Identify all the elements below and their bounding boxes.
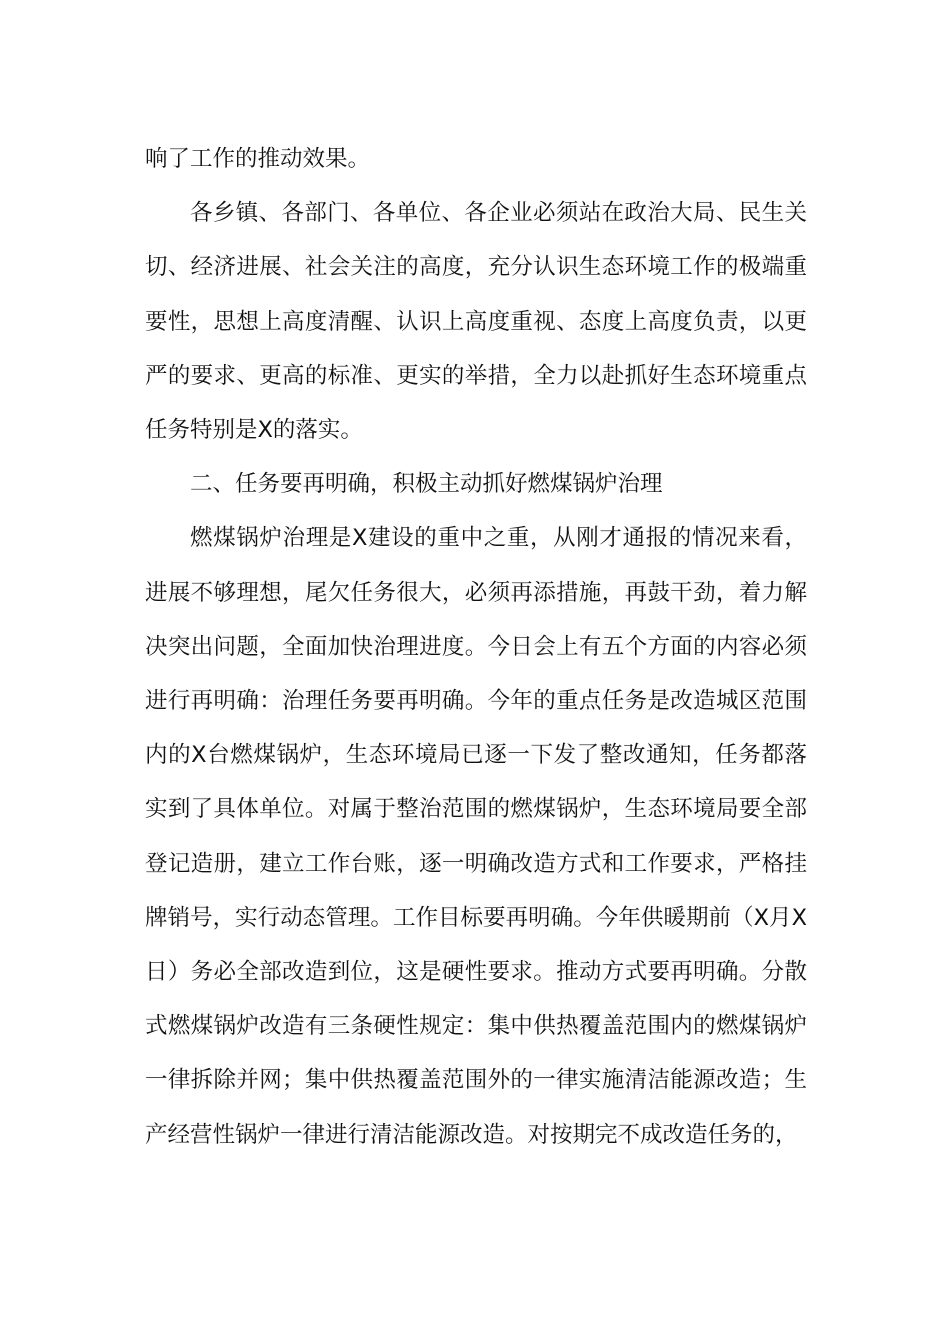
paragraph-importance: 各乡镇、各部门、各单位、各企业必须站在政治大局、民生关切、经济进展、社会关注的高度，充分认识生态环境工作的极端重要性，思想上高度清醒、认识上高度重视、态度上高度负责，以更严的要求、更高的标准、更实的举措，全力以赴抓好生态环境重点任务特别是X的落实。 [145,200,807,444]
section-heading: 二、任务要再明确，积极主动抓好燃煤锅炉治理 [190,471,663,498]
paragraph-boiler-governance: 燃煤锅炉治理是X建设的重中之重，从刚才通报的情况来看，进展不够理想，尾欠任务很大，必须再添措施，再鼓干劲，着力解决突出问题，全面加快治理进度。今日会上有五个方面的内容必须进行再明确：治理任务要再明确。今年的重点任务是改造城区范围内的X台燃煤锅炉，生态环境局已逐一下发了整改通知，任务都落实到了具体单位。对属于整治范围的燃煤锅炉，生态环境局要全部登记造册，建立工作台账，逐一明确改造方式和工作要求，严格挂牌销号，实行动态管理。工作目标要再明确。今年供暖期前（X月X日）务必全部改造到位，这是硬性要求。推动方式要再明确。分散式燃煤锅炉改造有三条硬性规定：集中供热覆盖范围内的燃煤锅炉一律拆除并网；集中供热覆盖范围外的一律实施清洁能源改造；生产经营性锅炉一律进行清洁能源改造。对按期完不成改造任务的， [145,525,807,1148]
paragraph-continuation: 响了工作的推动效果。 [145,146,371,172]
document-body [145,132,807,1162]
